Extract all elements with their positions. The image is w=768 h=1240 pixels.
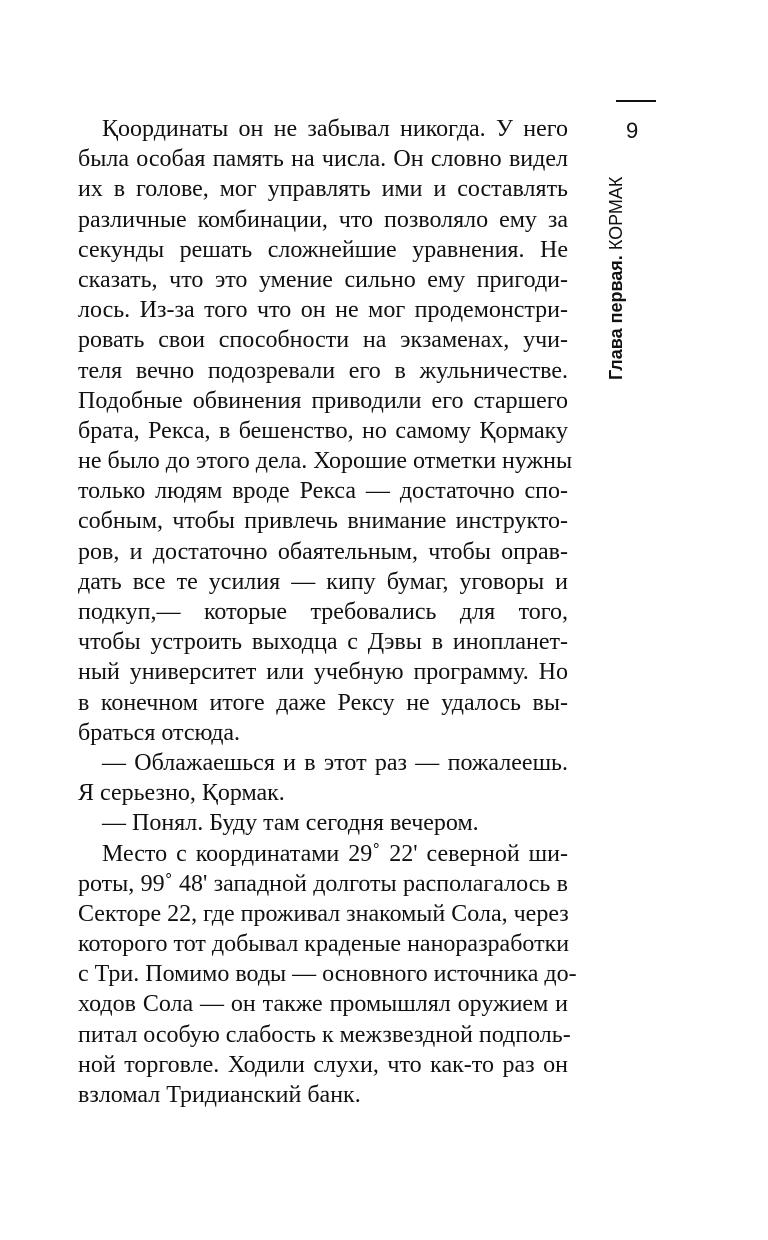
- text-line: чтобы устроить выходца с Дэвы в инопланет-: [78, 629, 568, 656]
- text-line: не было до этого дела. Хорошие отметки нужны: [78, 448, 573, 475]
- text-line: собным, чтобы привлечь внимание инструкто-: [78, 508, 568, 535]
- text-line: ный университет или учебную программу. Но: [78, 659, 568, 686]
- text-line: Подобные обвинения приводили его старшего: [78, 387, 568, 414]
- text-line: питал особую слабость к межзвездной подполь-: [78, 1021, 571, 1048]
- text-line: теля вечно подозревали его в жульничестве.: [78, 357, 568, 384]
- chapter-name: КОРМАК: [606, 176, 626, 256]
- text-line: была особая память на числа. Он словно видел: [78, 146, 568, 173]
- text-line: — Понял. Буду там сегодня вечером.: [102, 810, 479, 837]
- text-line: в конечном итоге даже Рексу не удалось вы-: [78, 689, 568, 716]
- text-line: ров, и достаточно обаятельным, чтобы оправ-: [78, 538, 568, 565]
- header-rule: [616, 100, 656, 102]
- text-line: различные комбинации, что позволяло ему за: [78, 206, 568, 233]
- text-line: подкуп,— которые требовались для того,: [78, 599, 568, 625]
- text-line: Я серьезно, Қормак.: [78, 780, 285, 807]
- text-line: только людям вроде Рекса — достаточно спо-: [78, 478, 568, 505]
- text-line: взломал Тридианский банк.: [78, 1082, 361, 1108]
- text-line: Қоординаты он не забывал никогда. У него: [102, 116, 568, 142]
- text-line: ходов Сола — он также промышлял оружием и: [78, 991, 568, 1018]
- text-line: браться отсюда.: [78, 719, 241, 746]
- text-line: секунды решать сложнейшие уравнения. Не: [78, 236, 568, 263]
- text-line: — Облажаешься и в этот раз — пожалеешь.: [102, 749, 568, 776]
- chapter-title: [606, 130, 627, 380]
- text-line: с Три. Помимо воды — основного источника до-: [78, 961, 577, 988]
- text-line: ной торговле. Ходили слухи, что как-то раз он: [78, 1051, 568, 1078]
- text-line: лось. Из-за того что он не мог продемонстри-: [78, 297, 568, 324]
- running-head: [600, 100, 660, 400]
- text-line: Секторе 22, где проживал знакомый Сола, через: [78, 900, 569, 927]
- text-line: брата, Рекса, в бешенство, но самому Қормаку: [78, 417, 568, 444]
- text-line: их в голове, мог управлять ими и составлять: [78, 176, 568, 203]
- page-number: 9: [626, 118, 639, 143]
- text-line: ровать свои способности на экзаменах, учи-: [78, 327, 568, 354]
- text-line: дать все те усилия — кипу бумаг, уговоры и: [78, 568, 568, 595]
- body-text: [78, 114, 577, 1110]
- text-line: сказать, что это умение сильно ему пригоди-: [78, 266, 568, 293]
- text-line: роты, 99˚ 48' западной долготы располагалось в: [78, 870, 568, 897]
- chapter-lead: Глава первая.: [606, 255, 626, 380]
- text-line: которого тот добывал краденые наноразработки: [78, 931, 570, 958]
- text-line: Место с координатами 29˚ 22' северной ши-: [102, 840, 568, 867]
